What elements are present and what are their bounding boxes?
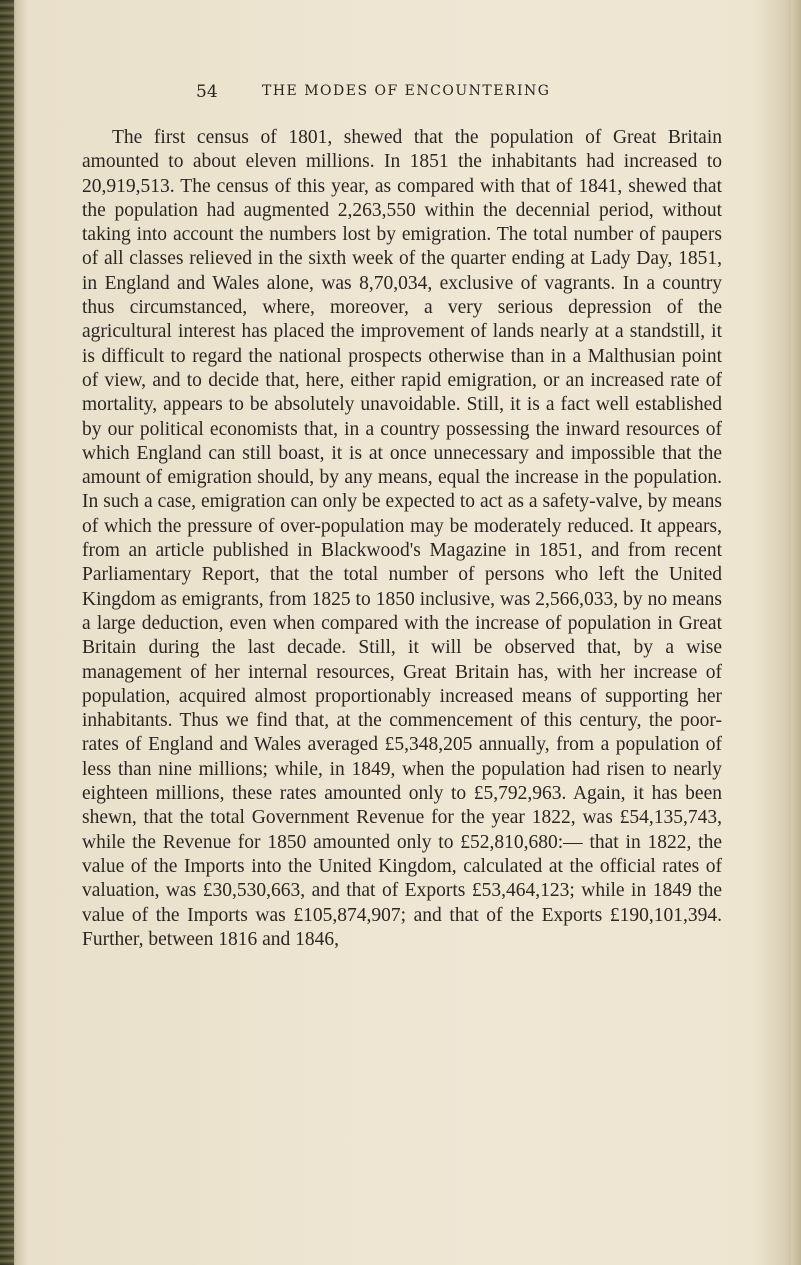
page-edge: [791, 0, 801, 1265]
body-paragraph: The first census of 1801, shewed that the population of Great Britain amounted to about eleven millions. In 1851 the inhabitants had increased to 20,919,513. The census of this year, as compared with that of 1841, shewed that the population had augmented 2,263,550 within the decennial period, without taking into account the numbers lost by emigration. The total number of paupers of all classes relieved in the sixth week of the quarter ending at Lady Day, 1851, in England and Wales alone, was 8,70,034, exclusive of vagrants. In a country thus circumstanced, where, moreover, a very serious depression of the agricultural interest has placed the improvement of lands nearly at a standstill, it is difficult to regard the national prospects otherwise than in a Malthusian point of view, and to decide that, here, either rapid emigration, or an increased rate of mortality, appears to be absolutely unavoidable. Still, it is a fact well established by our political economists that, in a country possessing the inward resources of which England can still boast, it is at once unnecessary and impossible that the amount of emigration should, by any means, equal the increase in the population. In such a case, emigration can only be expected to act as a safety-valve, by means of which the pressure of over-population may be moderately reduced. It appears, from an article published in Blackwood's Magazine in 1851, and from recent Parliamentary Report, that the total number of persons who left the United Kingdom as emigrants, from 1825 to 1850 inclusive, was 2,566,033, by no means a large deduction, even when compared with the increase of population in Great Britain during the last decade. Still, it will be observed that, by a wise management of her internal resources, Great Britain has, with her increase of population, acquired almost proportionably increased means of supporting her inhabitants. Thus we find that, at the commencement of this century, the poor-rates of England and Wales averaged £5,348,205 annually, from a population of less than nine millions; while, in 1849, when the population had risen to nearly eighteen millions, these rates amounted only to £5,792,963. Again, it has been shewn, that the total Government Revenue for the year 1822, was £54,135,743, while the Revenue for 1850 amounted only to £52,810,680:— that in 1822, the value of the Imports into the United Kingdom, calculated at the official rates of valuation, was £30,530,663, and that of Exports £53,464,123; while in 1849 the value of the Imports was £105,874,907; and that of the Exports £190,101,394. Further, between 1816 and 1846,: [82, 127, 722, 950]
running-title: THE MODES OF ENCOUNTERING: [262, 83, 551, 99]
page-number: 54: [196, 82, 218, 102]
book-spine-shadow: [0, 0, 14, 1265]
page-header: [196, 82, 796, 108]
